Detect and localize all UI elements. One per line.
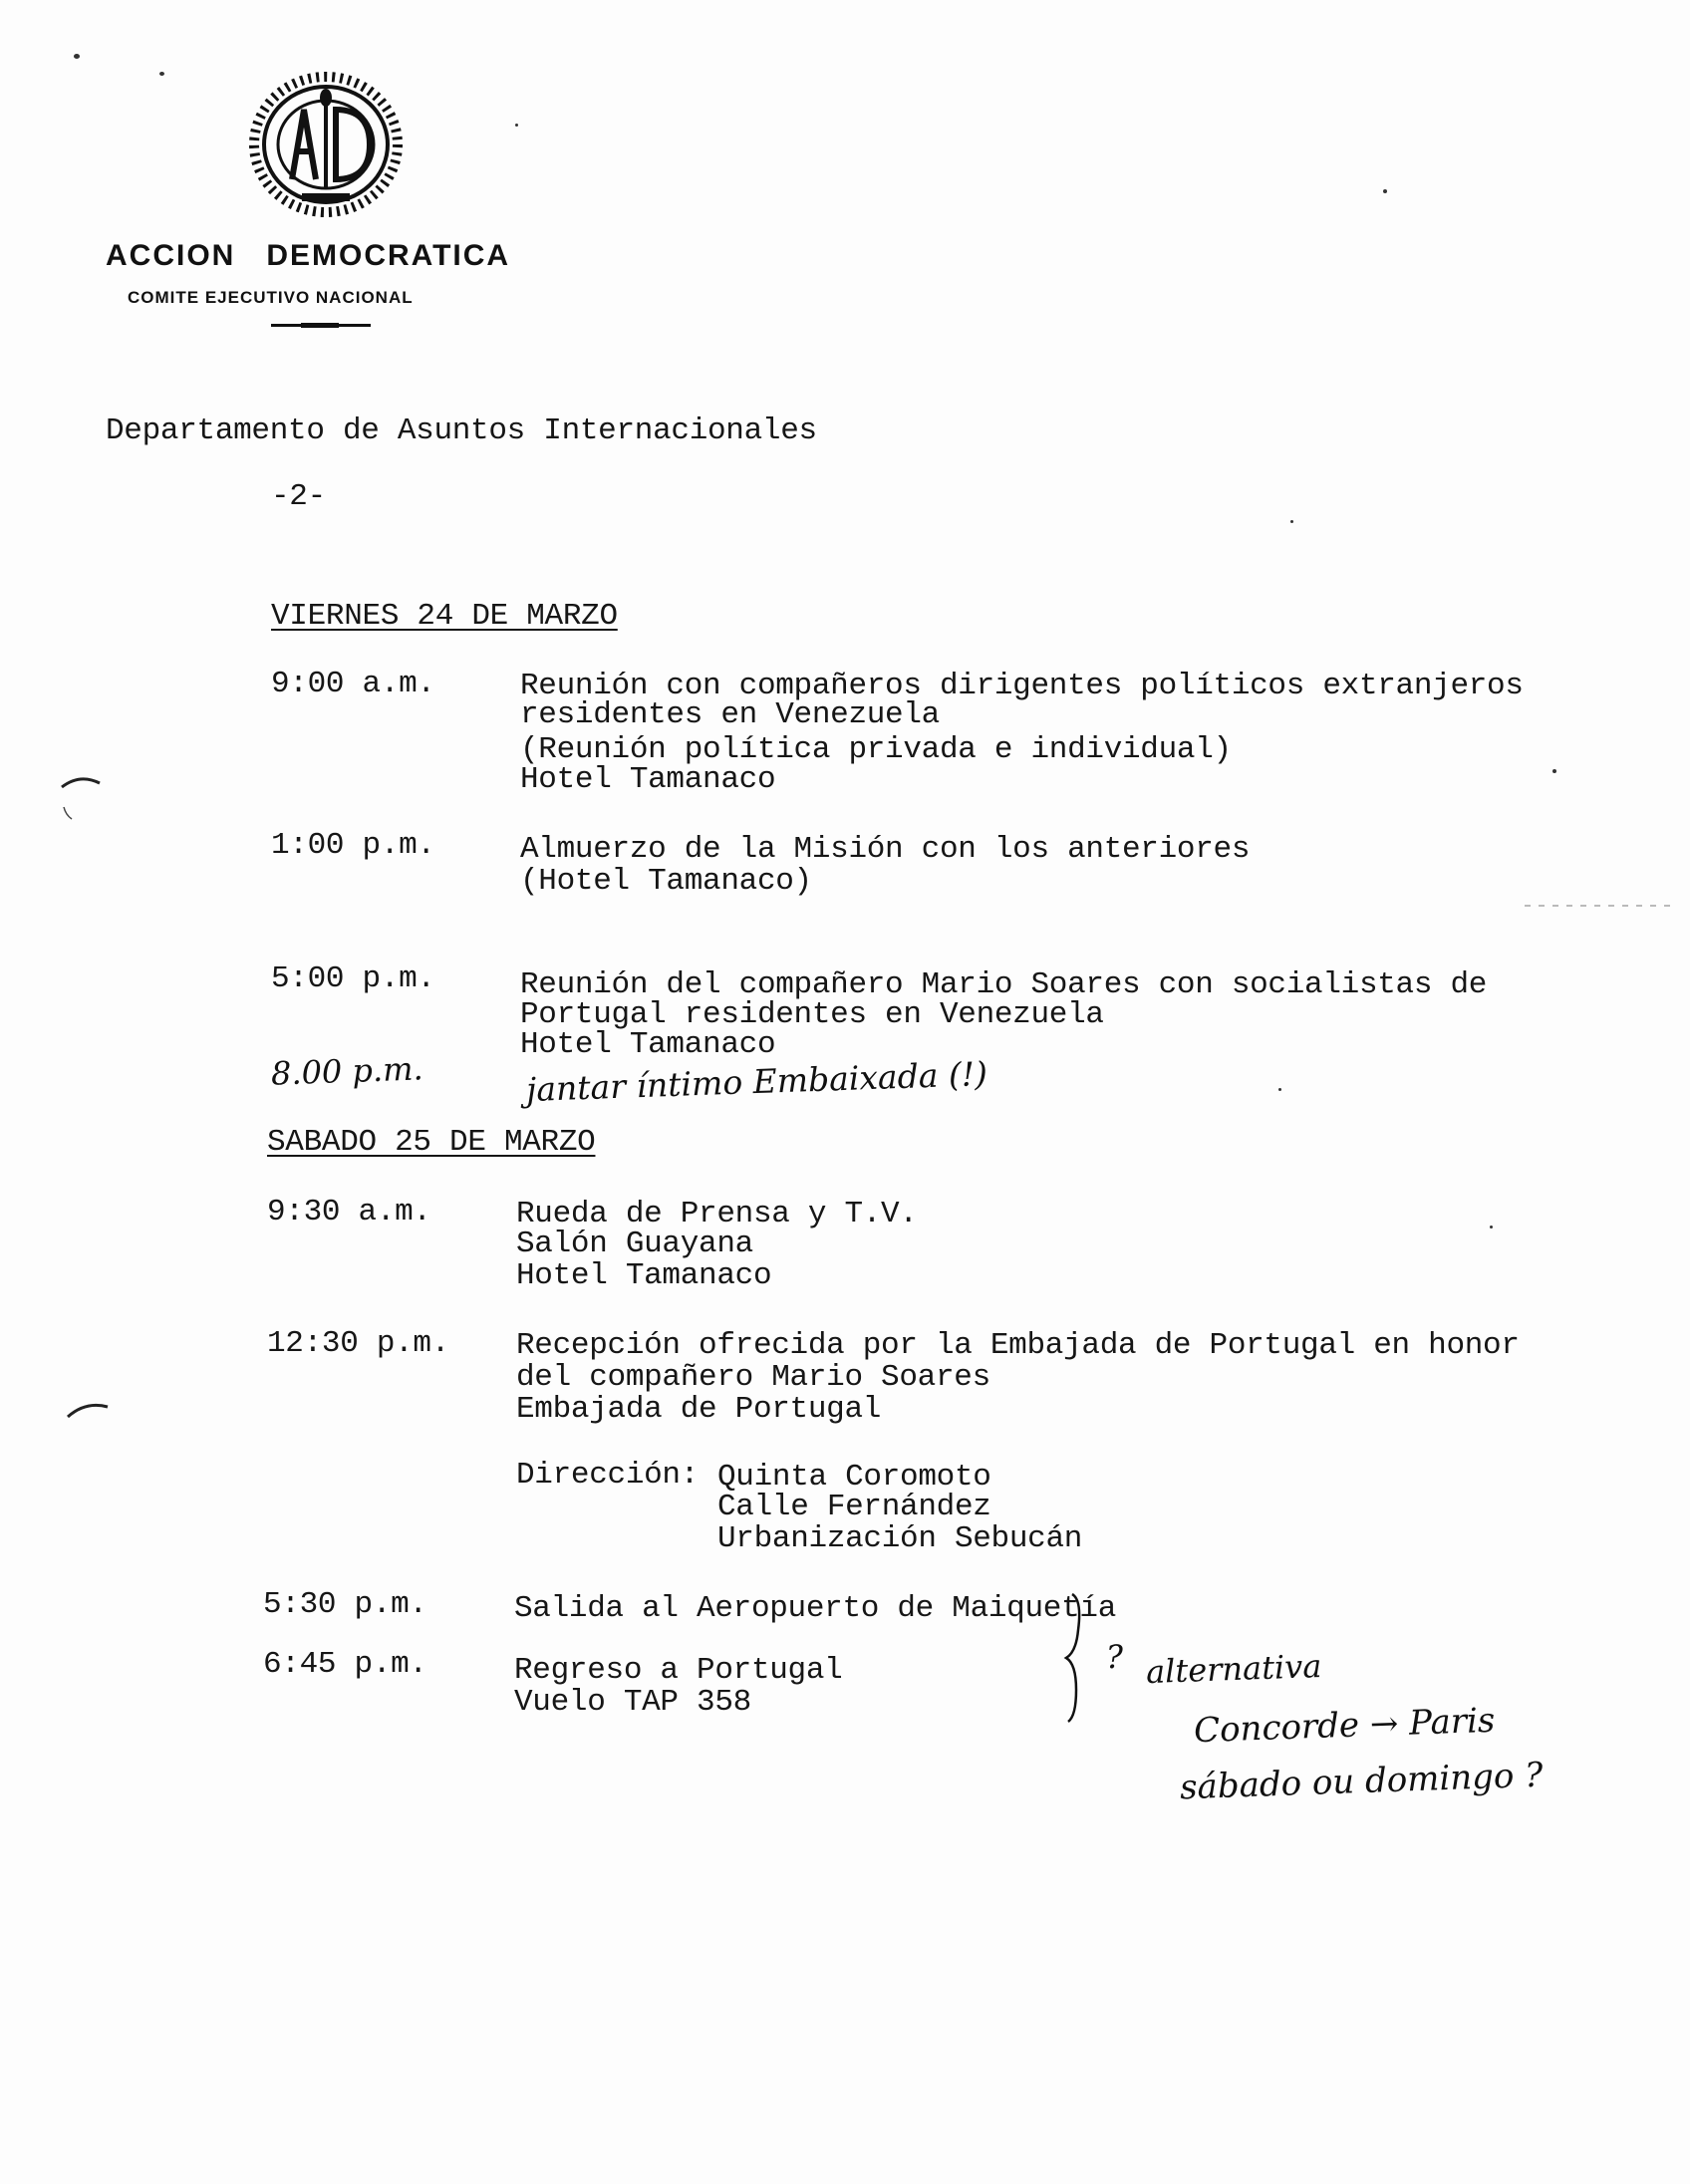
department-title: Departamento de Asuntos Internacionales xyxy=(106,413,817,448)
event-location: Salón Guayana xyxy=(516,1227,753,1261)
scan-speck xyxy=(1383,189,1387,193)
scan-speck xyxy=(159,72,164,76)
event-description: Vuelo TAP 358 xyxy=(514,1685,751,1720)
address-line: Calle Fernández xyxy=(717,1490,991,1524)
event-time: 12:30 p.m. xyxy=(267,1326,450,1361)
event-location: Hotel Tamanaco xyxy=(520,1027,776,1062)
handwritten-note: jantar íntimo Embaixada (!) xyxy=(525,1053,988,1110)
handwritten-annotation-line: Concorde → Paris xyxy=(1193,1700,1496,1752)
handwritten-question-mark: ? xyxy=(1105,1637,1124,1677)
day-heading-friday: VIERNES 24 DE MARZO xyxy=(271,599,618,634)
address-line: Quinta Coromoto xyxy=(717,1460,991,1495)
organization-name: ACCION DEMOCRATICA xyxy=(106,239,511,272)
event-description: (Reunión política privada e individual) xyxy=(520,732,1232,767)
event-description: del compañero Mario Soares xyxy=(516,1360,990,1395)
event-time: 1:00 p.m. xyxy=(271,828,435,863)
day-heading-saturday: SABADO 25 DE MARZO xyxy=(267,1125,596,1160)
scan-speck xyxy=(1552,769,1556,773)
event-time: 6:45 p.m. xyxy=(263,1647,427,1682)
event-location: Hotel Tamanaco xyxy=(520,762,776,797)
event-time: 9:30 a.m. xyxy=(267,1195,431,1229)
event-description: Almuerzo de la Misión con los anteriores xyxy=(520,832,1251,867)
handwritten-time: 8.00 p.m. xyxy=(270,1049,424,1093)
event-time: 5:00 p.m. xyxy=(271,961,435,996)
scan-speck xyxy=(1490,1226,1493,1228)
scan-speck xyxy=(1278,1088,1281,1091)
scan-edge-mark xyxy=(64,1395,114,1425)
event-description: Reunión del compañero Mario Soares con socialistas de xyxy=(520,967,1488,1002)
event-description: Rueda de Prensa y T.V. xyxy=(516,1197,918,1231)
handwritten-annotation-line: alternativa xyxy=(1145,1646,1322,1692)
event-description: Portugal residentes en Venezuela xyxy=(520,997,1104,1032)
event-location: Embajada de Portugal xyxy=(516,1392,882,1427)
scan-speck xyxy=(74,54,80,59)
event-time: 5:30 p.m. xyxy=(263,1587,427,1622)
organization-subtitle: COMITE EJECUTIVO NACIONAL xyxy=(128,288,414,307)
event-description: Recepción ofrecida por la Embajada de Portugal en honor xyxy=(516,1328,1520,1363)
address-label: Dirección: xyxy=(516,1458,700,1493)
scan-speck xyxy=(1290,520,1293,523)
page-number: -2- xyxy=(271,479,326,514)
scan-edge-mark xyxy=(1525,901,1674,911)
event-description: Salida al Aeropuerto de Maiquetía xyxy=(514,1591,1117,1626)
event-location: Hotel Tamanaco xyxy=(516,1258,772,1293)
address-line: Urbanización Sebucán xyxy=(717,1521,1083,1556)
scan-speck xyxy=(515,124,518,127)
event-description: Regreso a Portugal xyxy=(514,1653,843,1688)
scan-edge-mark xyxy=(58,767,108,827)
handwritten-annotation-line: sábado ou domingo ? xyxy=(1179,1755,1545,1808)
party-emblem-logo xyxy=(246,70,406,219)
handwritten-brace xyxy=(1062,1590,1102,1726)
event-description: Reunión con compañeros dirigentes políticos extranjeros xyxy=(520,669,1524,703)
event-time: 9:00 a.m. xyxy=(271,667,435,701)
event-description: residentes en Venezuela xyxy=(520,697,940,732)
event-location: (Hotel Tamanaco) xyxy=(520,864,812,899)
header-divider-thick xyxy=(301,323,339,328)
